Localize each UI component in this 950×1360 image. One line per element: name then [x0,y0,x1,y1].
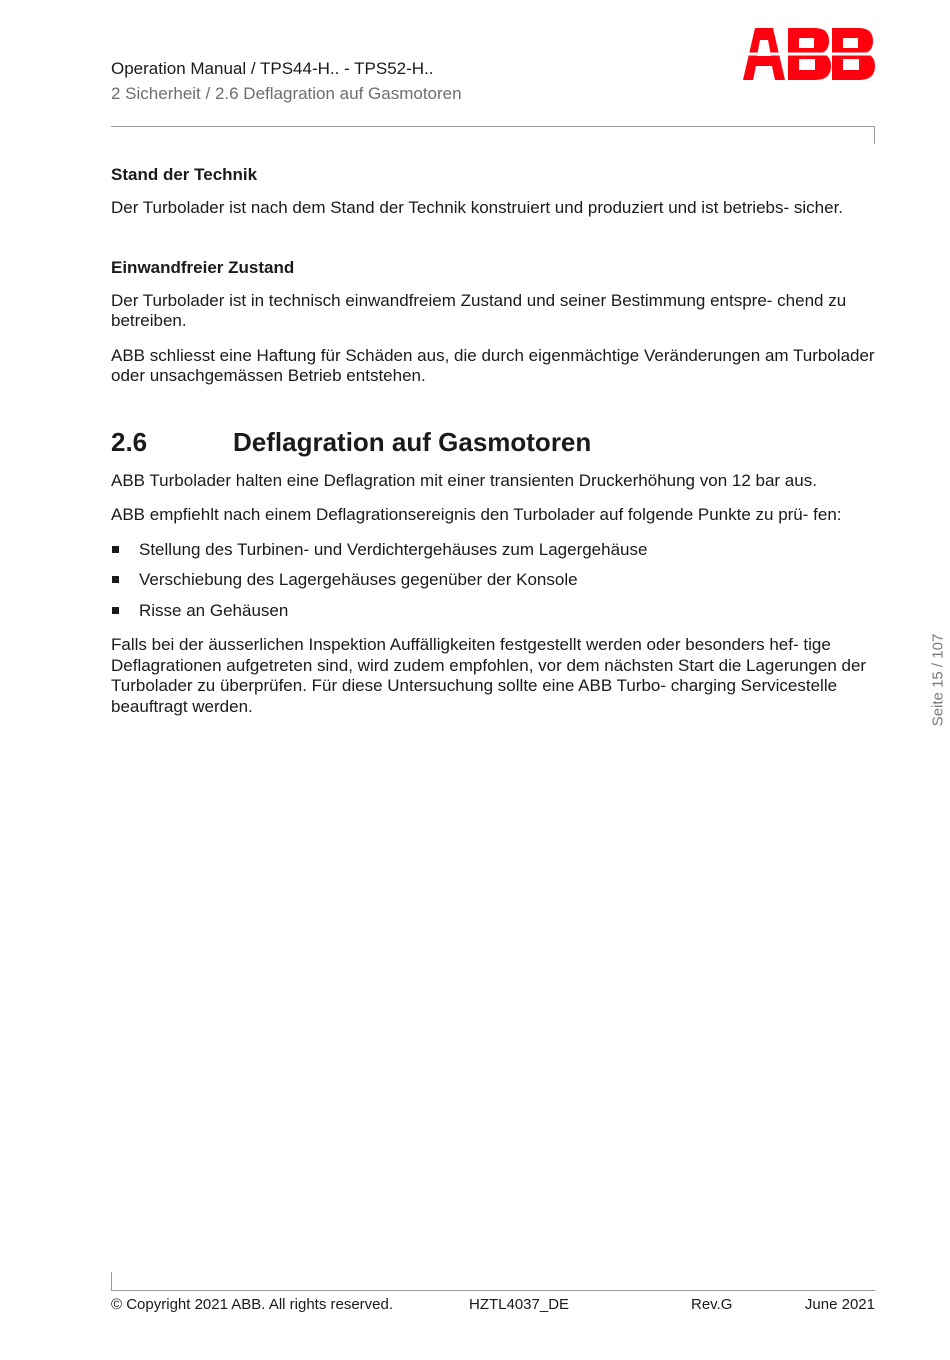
footer-copyright: © Copyright 2021 ABB. All rights reserved. [111,1296,394,1313]
square-bullet-icon [112,546,119,553]
heading-stand-der-technik: Stand der Technik [111,165,258,184]
list-item [111,601,875,622]
document-title: Operation Manual / TPS44-H.. - TPS52-H.. [111,59,434,78]
section-number: 2.6 [111,426,148,457]
side-page-number-text: Seite 15 / 107 [929,633,947,727]
footer-document-id: HZTL4037_DE [469,1296,570,1313]
header-divider [111,126,875,127]
abb-logo [743,28,875,80]
list-item-text: Verschiebung des Lagergehäuses gegenüber der Konsole [139,570,578,589]
breadcrumb: 2 Sicherheit / 2.6 Deflagration auf Gasmotoren [111,84,462,103]
paragraph-stand-der-technik: Der Turbolader ist nach dem Stand der Technik konstruiert und produziert und ist betriebs- sicher. [111,198,844,217]
footer-revision: Rev.G [691,1296,733,1313]
list-item [111,570,875,591]
check-points-list [111,540,875,622]
heading-einwandfreier-zustand: Einwandfreier Zustand [111,257,295,277]
paragraph-deflagration-3: Falls bei der äusserlichen Inspektion Auffälligkeiten festgestellt werden oder besonders hef- tige Deflagrationen aufgetreten sind, wird zudem empfohlen, vor dem nächsten Start die Lagerungen der Turbolader zu überprüfen. Für diese Untersuchung sollte eine ABB Turbo- charging Servicestelle beauftragt werden. [111,635,867,716]
page-content [111,160,875,717]
square-bullet-icon [112,607,119,614]
header-divider-tick [874,126,875,144]
list-item-text: Risse an Gehäusen [139,600,289,620]
paragraph-deflagration-2: ABB empfiehlt nach einem Deflagrationsereignis den Turbolader auf folgende Punkte zu prü- fen: [111,505,842,524]
paragraph-deflagration-1: ABB Turbolader halten eine Deflagration mit einer transienten Druckerhöhung von 12 bar aus. [111,470,817,490]
section-title: Deflagration auf Gasmotoren [233,426,592,457]
footer-date: June 2021 [804,1296,875,1313]
square-bullet-icon [112,576,119,583]
section-heading-2-6 [111,425,875,459]
paragraph-zustand-2: ABB schliesst eine Haftung für Schäden aus, die durch eigenmächtige Veränderungen am Turbolader oder unsachgemässen Betrieb entstehen. [111,345,875,385]
list-item-text: Stellung des Turbinen- und Verdichtergehäuses zum Lagergehäuse [139,539,648,559]
paragraph-zustand-1: Der Turbolader ist in technisch einwandfreiem Zustand und seiner Bestimmung entspre- chend zu betreiben. [111,290,847,330]
list-item [111,540,875,561]
side-page-number [926,625,950,735]
footer-divider-tick [111,1272,112,1291]
footer-divider [111,1290,875,1291]
